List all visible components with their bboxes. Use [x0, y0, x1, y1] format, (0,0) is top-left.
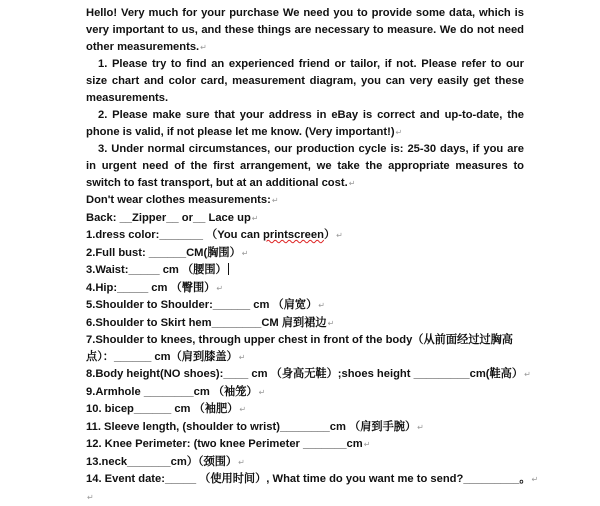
- empty-line: [86, 489, 524, 506]
- item-shoulder-to-knees: 7.Shoulder to knees, through upper chest in front of the body（从前面经过过胸高点）：______ cm（肩到膝盖）↵: [86, 332, 524, 366]
- instruction-paragraph-2: 2. Please make sure that your address in eBay is correct and up-to-date, the phone is valid, if not please let me know. (Very important!)↵: [86, 107, 524, 141]
- paragraph-mark-icon: ↵: [336, 231, 343, 240]
- item-neck: 13.neck_______cm）（颈围）↵: [86, 454, 524, 472]
- paragraph-mark-icon: ↵: [238, 458, 245, 467]
- item-sleeve-length: 11. Sleeve length, (shoulder to wrist)________cm （肩到手腕）↵: [86, 419, 524, 437]
- paragraph-mark-icon: ↵: [532, 475, 539, 484]
- item-shoulder-to-shoulder: 5.Shoulder to Shoulder:______ cm （肩宽）↵: [86, 297, 524, 315]
- paragraph-mark-icon: ↵: [364, 440, 371, 449]
- item-dress-color: 1.dress color:_______ （You can printscreen）↵: [86, 227, 524, 245]
- paragraph-mark-icon: ↵: [87, 493, 94, 502]
- paragraph-mark-icon: ↵: [328, 319, 335, 328]
- paragraph-mark-icon: ↵: [239, 353, 246, 362]
- paragraph-mark-icon: ↵: [259, 388, 266, 397]
- paragraph-mark-icon: ↵: [396, 128, 403, 137]
- paragraph-mark-icon: ↵: [272, 196, 279, 205]
- instruction-paragraph-3: 3. Under normal circumstances, our production cycle is: 25-30 days, if you are in urgent need of the first arrangement, we take the appropriate measures to switch to fast transport, but at an additional cost.↵: [86, 141, 524, 192]
- item-waist: 3.Waist:_____ cm （腰围）: [86, 262, 524, 280]
- paragraph-mark-icon: ↵: [349, 179, 356, 188]
- paragraph-mark-icon: ↵: [242, 249, 249, 258]
- item-body-height: 8.Body height(NO shoes):____ cm （身高无鞋）;shoes height _________cm(鞋高）↵: [86, 366, 524, 384]
- spellcheck-word: printscreen: [263, 229, 324, 241]
- item-knee-perimeter: 12. Knee Perimeter: (two knee Perimeter _______cm↵: [86, 436, 524, 454]
- text-cursor: [228, 263, 229, 275]
- paragraph-mark-icon: ↵: [417, 423, 424, 432]
- paragraph-mark-icon: ↵: [200, 43, 207, 52]
- item-hip: 4.Hip:_____ cm （臀围）↵: [86, 280, 524, 298]
- measurements-heading: Don't wear clothes measurements:↵: [86, 192, 524, 210]
- paragraph-mark-icon: ↵: [239, 405, 246, 414]
- intro-paragraph: Hello! Very much for your purchase We need you to provide some data, which is very important to us, and these things are necessary to measure. We do not need other measurements.↵: [86, 5, 524, 56]
- item-full-bust: 2.Full bust: ______CM(胸围）↵: [86, 245, 524, 263]
- back-closure-line: Back: __Zipper__ or__ Lace up↵: [86, 210, 524, 228]
- item-shoulder-to-skirt: 6.Shoulder to Skirt hem________CM 肩到裙边↵: [86, 315, 524, 333]
- paragraph-mark-icon: ↵: [216, 284, 223, 293]
- item-event-date: 14. Event date:_____ （使用时间）, What time do you want me to send?_________。↵: [86, 471, 524, 489]
- instruction-paragraph-1: 1. Please try to find an experienced friend or tailor, if not. Please refer to our size chart and color card, measurement diagram, you can very easily get these measurements.: [86, 56, 524, 107]
- paragraph-mark-icon: ↵: [252, 214, 259, 223]
- paragraph-mark-icon: ↵: [524, 370, 531, 379]
- paragraph-mark-icon: ↵: [318, 301, 325, 310]
- item-bicep: 10. bicep______ cm （袖肥）↵: [86, 401, 524, 419]
- item-armhole: 9.Armhole ________cm （袖笼）↵: [86, 384, 524, 402]
